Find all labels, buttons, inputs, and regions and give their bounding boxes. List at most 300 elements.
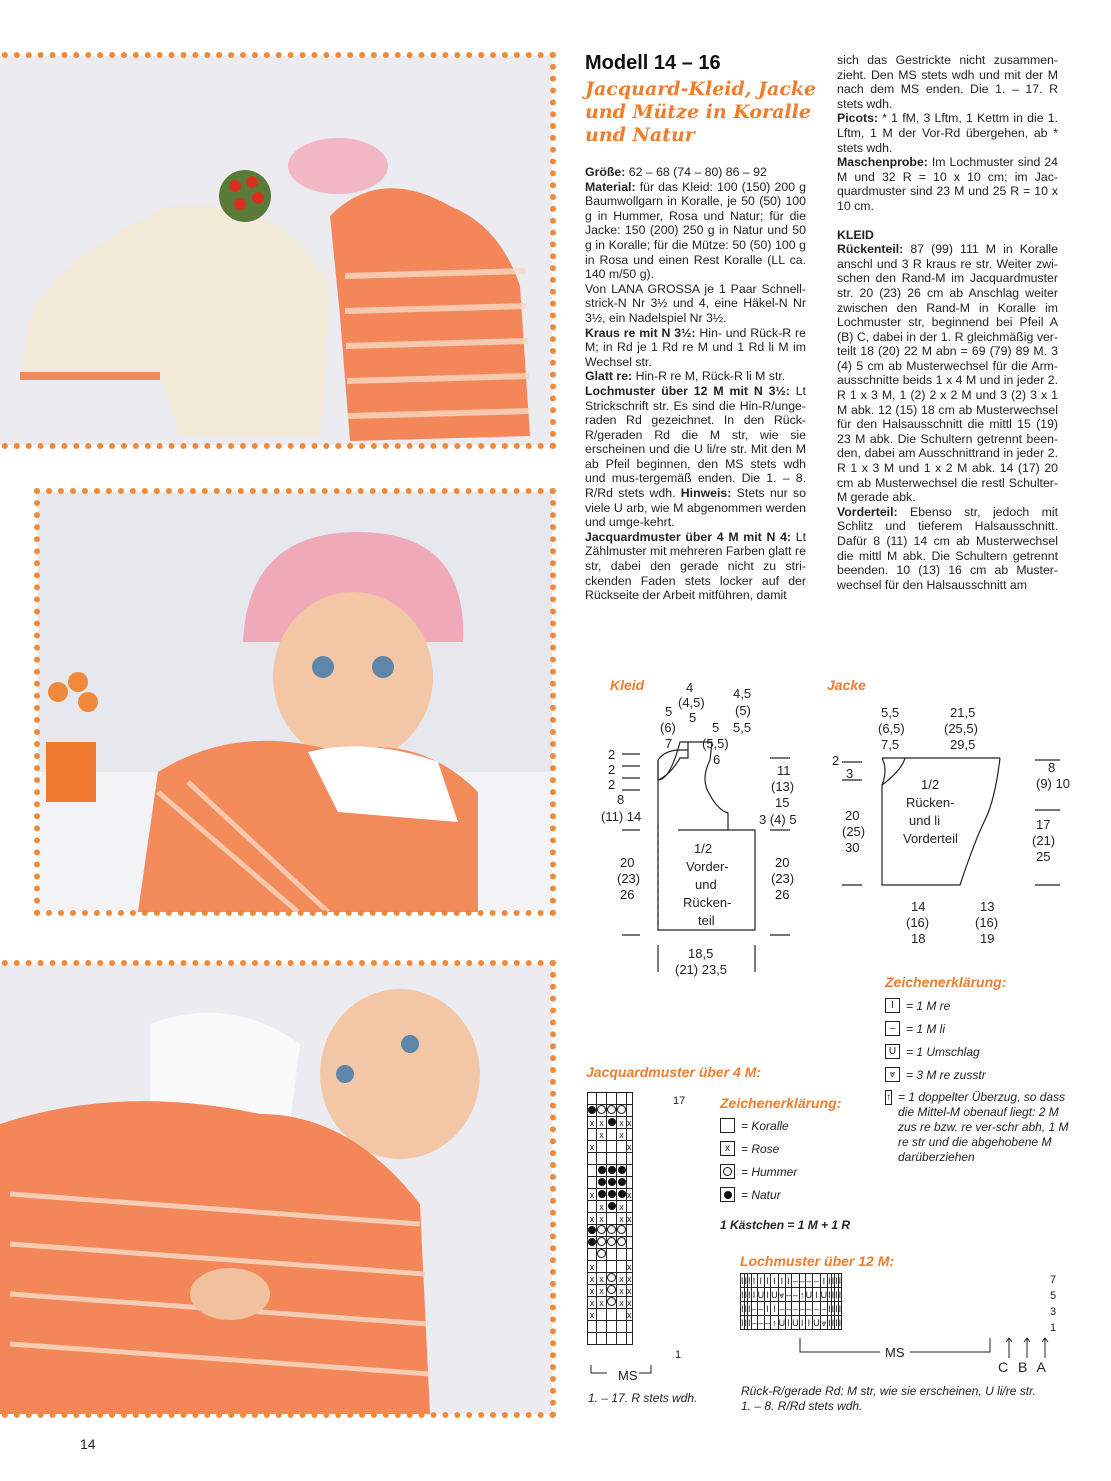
jacquard-cell: [617, 1105, 627, 1117]
lochmuster-cell: I: [835, 1289, 838, 1300]
kleid-dim-bottom-b: (21) 23,5: [675, 962, 728, 977]
jacquard-cell: x: [588, 1189, 597, 1201]
koralle-swatch-icon: [720, 1118, 735, 1133]
hummer-text: = Hummer: [741, 1164, 798, 1179]
lochmuster-cell: I: [744, 1289, 748, 1300]
lochmuster-cell: I: [766, 1303, 769, 1314]
jacquard-cell: x: [588, 1273, 597, 1285]
jacquard-cell: x: [597, 1117, 607, 1129]
jacke-dim-t2: (6,5): [878, 721, 905, 736]
photo-bottom-illustration: [0, 964, 552, 1414]
lochmuster-cell: –: [786, 1289, 792, 1300]
natur-text: = Natur: [741, 1187, 781, 1202]
kleid-dim-l23: (23): [617, 871, 641, 886]
loch-row-3: 3: [1050, 1306, 1057, 1318]
jacquard-cell: [627, 1129, 633, 1141]
lochmuster-cell: I: [741, 1303, 744, 1314]
lochmuster-text: Lt Strickschrift str. Es sind die Hin-R/unge-raden Rd gezeichnet. In den Rück-R/geraden Rd die M str, wie sie erscheinen und die U li/re str. Mit den M ab Pfeil beginnen, den MS stets wdh und mus-tergemäß enden. Die 1. – 8. R/Rd stets wdh.: [585, 383, 806, 501]
lochmuster-cell: I: [831, 1289, 835, 1300]
lochmuster-cell: I: [831, 1303, 835, 1314]
lochmuster-cell: I: [741, 1289, 744, 1300]
lochmuster-cell: I: [805, 1316, 813, 1330]
jacquard-cell: [627, 1249, 633, 1261]
loch-row-7: 7: [1050, 1274, 1057, 1286]
glatt-text: Hin-R re M, Rück-R li M str.: [632, 369, 786, 384]
kleid-dim-v2a: 2: [608, 747, 616, 762]
glatt-label: Glatt re:: [585, 369, 633, 384]
vorderteil-label: Vorderteil:: [837, 504, 898, 519]
lochmuster-cell: I: [828, 1289, 831, 1300]
jacquard-cell: [597, 1225, 607, 1237]
jacquard-cell: [607, 1285, 617, 1297]
jacke-dim-b19: 19: [980, 931, 995, 946]
jacke-dim-r17: 17: [1036, 817, 1051, 832]
lochmuster-cell: –: [751, 1303, 757, 1314]
kleid-dim-bottom-a: 18,5: [688, 946, 714, 961]
lochmuster-cell: I: [748, 1289, 751, 1300]
jacquard-cell: x: [597, 1213, 607, 1225]
jacquard-cell: x: [597, 1297, 607, 1309]
lochmuster-arrows: C B A: [998, 1359, 1049, 1375]
picots-text: * 1 fM, 3 Lftm, 1 Kettm in die 1. Lftm, 1 M der Vor-Rd übergehen, ab * stets wdh.: [837, 111, 1058, 155]
jacquard-cell: [607, 1309, 617, 1321]
loch-row-1: 1: [1050, 1322, 1057, 1334]
jacquard-note: 1. – 17. R stets wdh.: [588, 1391, 698, 1405]
groesse-text: 62 – 68 (74 – 80) 86 – 92: [625, 165, 767, 179]
jacquard-cell: [597, 1093, 607, 1105]
jacquard-cell: [597, 1165, 607, 1177]
lochmuster-cell: –: [821, 1303, 827, 1314]
jacquard-cell: [627, 1093, 633, 1105]
jacquard-cell: [617, 1165, 627, 1177]
jacquard-cell: [607, 1201, 617, 1213]
jacke-label-4: Vorderteil: [903, 831, 958, 846]
jacquard-cell: x: [588, 1117, 597, 1129]
legend-purl-icon: –: [885, 1021, 900, 1036]
jacquard-cell: [617, 1225, 627, 1237]
jacquard-cell: [607, 1321, 617, 1333]
lochmuster-cell: I: [835, 1303, 838, 1314]
jacquard-label: Jacquardmuster über 4 M mit N 4:: [585, 529, 792, 544]
kleid-dim-mid-b: (5,5): [702, 736, 729, 751]
jacquard-cell: x: [627, 1117, 632, 1128]
jacquard-legend: [720, 1114, 797, 1206]
kleid-dim-v8: 8: [617, 792, 625, 807]
legend-knit-text: = 1 M re: [906, 998, 951, 1013]
jacquard-cell: [617, 1249, 627, 1261]
lochmuster-cell: I: [748, 1317, 751, 1328]
jacquard-cell: [627, 1237, 633, 1249]
jacquard-cell: [607, 1297, 617, 1309]
jacquard-cell: [588, 1249, 597, 1261]
lochmuster-cell: I: [787, 1275, 790, 1286]
kleid-dim-right-b: (5): [735, 703, 751, 718]
jacquard-cell: [597, 1189, 607, 1201]
jacquard-cell: [607, 1117, 617, 1129]
jacquard-cell: x: [588, 1261, 597, 1273]
photo-middle: [38, 492, 552, 912]
jacquard-cell: [588, 1129, 597, 1141]
jacke-schematic-title: Jacke: [827, 677, 866, 693]
jacquard-cell: [607, 1189, 617, 1201]
jacquard-cell: x: [588, 1213, 597, 1225]
jacke-dim-l2: 2: [832, 753, 840, 768]
jacquard-cell: x: [588, 1297, 597, 1309]
jacquard-cell: x: [597, 1201, 607, 1213]
page-number: 14: [80, 1436, 96, 1452]
kleid-dim-left-c: 7: [665, 736, 673, 751]
photo-top-illustration: [0, 56, 552, 445]
jacquard-cell: [617, 1261, 627, 1273]
jacquard-cell: [597, 1141, 607, 1153]
jacquard-cell: x: [588, 1285, 597, 1297]
lochmuster-cell: –: [792, 1303, 798, 1314]
jacke-dim-t4: 21,5: [950, 705, 976, 720]
lochmuster-cell: ↑: [799, 1289, 805, 1300]
lochmuster-cell: I: [744, 1303, 748, 1314]
groesse-label: Größe:: [585, 165, 626, 179]
lochmuster-note-1: Rück-R/gerade Rd: M str, wie sie erscheinen, U li/re str.: [741, 1384, 1036, 1398]
jacke-dim-l25: (25): [842, 824, 866, 839]
lochmuster-cell: ↑: [772, 1317, 777, 1328]
jacquard-cell: [607, 1249, 617, 1261]
lochmuster-cell: I: [838, 1303, 842, 1314]
model-subtitle: Jacquard-Kleid, Jacke und Mütze in Koralle und Natur: [585, 78, 817, 146]
jacke-schematic: [830, 740, 1070, 910]
nadeln-text: Von LANA GROSSA je 1 Paar Schnell-strick-N Nr 3½ und 4, eine Häkel-N Nr 3½, ein Nadelspiel Nr 3½.: [585, 281, 806, 325]
kleid-schematic: [600, 680, 820, 980]
vorderteil-text: Ebenso str, jedoch mit Schlitz und tieferem Halsausschnitt. Dafür 8 (11) 14 cm ab Musterwechsel die mittl M abk. Die Schultern getrennt beenden. 10 (13) 16 cm ab Muster-wechsel für den Halsausschnitt am: [837, 504, 1058, 592]
legend-double-decrease-icon: ↑: [885, 1090, 892, 1105]
jacquard-cell: [617, 1309, 627, 1321]
jacquard-cell: [617, 1093, 627, 1105]
loch-row-5: 5: [1050, 1290, 1057, 1302]
jacke-dim-l20: 20: [845, 808, 860, 823]
jacquard-cell: x: [588, 1309, 597, 1321]
kleid-dim-r11: 11: [777, 763, 791, 778]
lochmuster-cell: I: [741, 1275, 744, 1286]
lochmuster-cell: I: [835, 1275, 838, 1286]
jacquard-cell: [588, 1093, 597, 1105]
kleid-heading: KLEID: [837, 227, 874, 242]
jacquard-cell: [607, 1165, 617, 1177]
jacquard-cell: [607, 1273, 617, 1285]
jacquard-ms-bracket: [587, 1365, 667, 1385]
lochmuster-cell: U: [813, 1317, 820, 1328]
photo-middle-illustration: [38, 492, 552, 912]
jacquard-cell: [597, 1309, 607, 1321]
lochmuster-cell: –: [758, 1317, 764, 1328]
jacquard-cell: x: [617, 1273, 627, 1285]
jacquard-cell: [627, 1333, 633, 1345]
jacquard-cell: x: [627, 1309, 632, 1320]
jacquard-cell: [597, 1261, 607, 1273]
jacquard-cell: [607, 1213, 617, 1225]
lochmuster-label: Lochmuster über 12 M mit N 3½:: [585, 383, 790, 398]
kleid-dim-r13: (13): [771, 779, 795, 794]
jacquard-cell: x: [627, 1297, 632, 1308]
jacquard-cell: [607, 1129, 617, 1141]
lochmuster-cell: –: [806, 1275, 812, 1286]
lochmuster-cell: I: [752, 1289, 756, 1300]
lochmuster-cell: I: [828, 1275, 831, 1286]
lochmuster-cell: U: [757, 1289, 765, 1300]
jacquard-title: Jacquardmuster über 4 M:: [586, 1064, 762, 1080]
jacke-dim-l30: 30: [845, 840, 860, 855]
lochmuster-cell: –: [779, 1303, 785, 1314]
jacquard-cell: x: [627, 1189, 632, 1200]
jacquard-cell: [627, 1201, 633, 1213]
lochmuster-cell: I: [741, 1317, 744, 1328]
text-column-2: [837, 53, 1058, 592]
jacke-dim-t5: (25,5): [944, 721, 978, 736]
hinweis-text: Stets nur so viele U arb, wie M abgenommen werden und umge-kehrt.: [585, 486, 806, 530]
jacke-dim-t3: 7,5: [881, 737, 900, 752]
natur-swatch-icon: [720, 1187, 735, 1202]
jacke-dim-r21: (21): [1032, 833, 1056, 848]
lochmuster-cell: U: [792, 1317, 799, 1328]
jacquard-cell: [588, 1177, 597, 1189]
kleid-dim-v2b: 2: [608, 762, 616, 777]
kleid-dim-v2c: 2: [608, 777, 616, 792]
jacquard-cell: [617, 1321, 627, 1333]
kleid-dim-mid-a: 5: [712, 720, 720, 735]
jacquard-cell: x: [588, 1141, 597, 1153]
box-note: 1 Kästchen = 1 M + 1 R: [720, 1218, 851, 1232]
jacquard-cell: x: [597, 1285, 607, 1297]
lochmuster-cell: –: [786, 1303, 792, 1314]
hummer-swatch-icon: [720, 1164, 735, 1179]
lochmuster-cell: –: [806, 1303, 812, 1314]
lochmuster-cell: I: [752, 1275, 756, 1286]
kleid-dim-l26: 26: [620, 887, 635, 902]
legend-top: [885, 994, 1080, 1165]
jacquard-cell: [588, 1165, 597, 1177]
kleid-schematic-title: Kleid: [610, 677, 645, 693]
jacke-label-3: und li: [909, 813, 941, 828]
jacquard-cell: [607, 1225, 617, 1237]
lochmuster-cell: I: [766, 1275, 769, 1286]
legend-purl-text: = 1 M li: [906, 1021, 946, 1036]
kleid-label-3: und: [695, 877, 717, 892]
jacquard-cell: x: [617, 1213, 627, 1225]
lochmuster-cell: I: [838, 1275, 842, 1286]
jacquard-cell: [607, 1153, 617, 1165]
jacquard-cell: x: [617, 1297, 627, 1309]
legend-k3tog-icon: ⩔: [885, 1067, 900, 1082]
kleid-label-4: Rücken-: [683, 895, 732, 910]
jacquard-cell: x: [627, 1273, 632, 1284]
jacke-dim-b16: (16): [906, 915, 930, 930]
jacke-dim-r9: (9) 10: [1036, 776, 1070, 791]
jacquard-cell: [617, 1237, 627, 1249]
kleid-dim-right-c: 5,5: [733, 720, 752, 735]
text-column-1: [585, 165, 806, 603]
lochmuster-cell: –: [813, 1275, 819, 1286]
jacquard-cell: [607, 1141, 617, 1153]
lochmuster-cell: –: [792, 1275, 798, 1286]
jacquard-cell: [617, 1141, 627, 1153]
lochmuster-cell: I: [744, 1317, 748, 1328]
model-title: Modell 14 – 16: [585, 52, 721, 74]
jacquard-cell: [588, 1237, 597, 1249]
jacquard-cell: [607, 1177, 617, 1189]
lochmuster-cell: U: [820, 1289, 828, 1300]
jacke-dim-t1: 5,5: [881, 705, 900, 720]
photo-top: [0, 56, 552, 445]
lochmuster-cell: I: [748, 1303, 751, 1314]
material-text: für das Kleid: 100 (150) 200 g Baumwollgarn in Koralle, je 50 (50) 100 g in Hummer, Rosa und Natur; für die Jacke: 150 (200) 250 g in Natur und 50 g in Koralle; für die Mütze: 50 (50) 100 g in Rosa und einen Rest Koralle (LL ca. 140 m/50 g).: [585, 179, 806, 282]
legend-double-decrease-text: = 1 doppelter Überzug, so dass die Mittel-M obenauf liegt: 2 M zus re bzw. re ver-schr abh, 1 M re str und die abgehobene M darüberziehen: [898, 1090, 1069, 1164]
jacquard-cell: x: [627, 1261, 632, 1272]
jacquard-row-top: 17: [673, 1095, 686, 1107]
jacke-dim-r8: 8: [1048, 760, 1056, 775]
jacquard-cell: [597, 1177, 607, 1189]
rose-text: = Rose: [741, 1141, 780, 1156]
jacquard-cell: x: [627, 1285, 632, 1296]
kleid-dim-left-b: (6): [660, 720, 676, 735]
kleid-dim-r15: 15: [775, 795, 790, 810]
kleid-dim-r3: 3 (4) 5: [759, 812, 797, 827]
jacquard-cell: [607, 1237, 617, 1249]
kleid-dim-top-c: 5: [689, 710, 697, 725]
lochmuster-cell: I: [838, 1289, 842, 1300]
jacke-dim-l3: 3: [846, 766, 854, 781]
lochmuster-cell: –: [751, 1317, 757, 1328]
jacquard-cell: x: [627, 1141, 632, 1152]
kleid-dim-rr26: 26: [775, 887, 790, 902]
rueckenteil-label: Rückenteil:: [837, 242, 904, 257]
lochmuster-ms: MS: [885, 1345, 905, 1360]
jacquard-cell: [597, 1333, 607, 1345]
kleid-label-1: 1/2: [694, 841, 713, 856]
jacquard-cell: [617, 1333, 627, 1345]
kraus-text: Hin- und Rück-R re M; in Rd je 1 Rd re M und 1 Rd li M im Wechsel str.: [585, 325, 806, 369]
lochmuster-cell: I: [828, 1317, 831, 1328]
lochmuster-cell: I: [787, 1317, 790, 1328]
jacquard-cell: [627, 1165, 633, 1177]
legend-knit-icon: I: [885, 998, 900, 1013]
kleid-dim-rr20: 20: [775, 855, 790, 870]
jacquard-cell: [597, 1321, 607, 1333]
photo-bottom: [0, 964, 552, 1414]
jacquard-cell: [627, 1153, 633, 1165]
lochmuster-cell: I: [800, 1317, 804, 1328]
kleid-dim-right-a: 4,5: [733, 686, 752, 701]
lochmuster-cell: I: [838, 1317, 842, 1328]
kleid-dim-v11: (11) 14: [601, 809, 642, 824]
jacquard-cell: x: [617, 1129, 627, 1141]
jacquard-cell: [607, 1105, 617, 1117]
lochmuster-cell: U: [805, 1289, 813, 1300]
jacquard-cell: [627, 1177, 633, 1189]
legend-top-title: Zeichenerklärung:: [885, 974, 1007, 990]
lochmuster-cell: –: [799, 1303, 805, 1314]
jacquard-cell: [617, 1189, 627, 1201]
legend-k3tog-text: = 3 M re zusstr: [906, 1067, 986, 1082]
koralle-text: = Koralle: [741, 1118, 789, 1133]
lochmuster-cell: –: [799, 1275, 805, 1286]
picots-label: Picots:: [837, 111, 878, 126]
column2-continued: sich das Gestrickte nicht zusammen-zieht. Den MS stets wdh und mit der M nach dem MS enden. Die 1. – 17. R stets wdh.: [837, 53, 1058, 111]
kleid-dim-mid-c: 6: [713, 752, 721, 767]
jacke-dim-b18: 18: [911, 931, 926, 946]
lochmuster-title: Lochmuster über 12 M:: [740, 1253, 895, 1269]
jacquard-ms: MS: [618, 1368, 638, 1383]
jacquard-cell: [588, 1333, 597, 1345]
kleid-dim-rr23: (23): [771, 871, 795, 886]
jacquard-cell: [588, 1105, 597, 1117]
jacke-label-2: Rücken-: [906, 795, 955, 810]
kleid-dim-l20: 20: [620, 855, 635, 870]
rose-swatch-icon: x: [720, 1141, 735, 1156]
lochmuster-cell: I: [820, 1274, 828, 1288]
jacquard-cell: [607, 1093, 617, 1105]
jacquard-cell: x: [617, 1285, 627, 1297]
legend-yarnover-icon: U: [885, 1044, 900, 1059]
lochmuster-cell: –: [758, 1303, 764, 1314]
kleid-label-2: Vorder-: [686, 859, 729, 874]
jacquard-cell: [627, 1321, 633, 1333]
jacquard-cell: [588, 1153, 597, 1165]
lochmuster-cell: I: [766, 1289, 769, 1300]
jacquard-cell: [588, 1201, 597, 1213]
lochmuster-cell: I: [744, 1275, 748, 1286]
jacke-dim-r25: 25: [1036, 849, 1051, 864]
maschenprobe-text: Im Lochmuster sind 24 M und 32 R = 10 x 10 cm; im Jac-quardmuster sind 23 M und 25 R = 10 x 10 cm.: [837, 155, 1058, 213]
jacquard-cell: [617, 1153, 627, 1165]
lochmuster-cell: U: [771, 1289, 778, 1300]
rueckenteil-text: 87 (99) 111 M in Koralle anschl und 3 R kraus re str. Weiter zwi-schen den Rand-M im Jacquardmuster str. 20 (23) 26 cm ab Anschlag weiter zwischen den Rand-M in Koralle im Lochmuster str, beginnend bei Pfeil A (B) C, dabei in der 1. R gleichmäßig ver-teilt 18 (20) 22 M abn = 69 (79) 89 M. 3 (4) 5 cm ab Musterwechsel für die Arm-ausschnitte beids 1 x 4 M und in jeder 2. R 1 x 3 M, 1 (2) 2 x 2 M und 3 (2) 3 x 1 M abk. 12 (15) 18 cm ab Musterwechsel für den Halsausschnitt die mittl 15 (19) 23 M abk. Die Schultern getrennt been-den, dabei am Ausschnittrand in jeder 2. R 1 x 3 M und 1 x 2 M abk. 14 (17) 20 cm ab Musterwechsel die restl Schulter-M gerade abk.: [837, 242, 1058, 505]
kleid-dim-top-a: 4: [686, 680, 694, 695]
lochmuster-cell: I: [757, 1274, 765, 1288]
lochmuster-cell: –: [765, 1317, 771, 1328]
jacquard-cell: [597, 1249, 607, 1261]
jacquard-cell: [588, 1321, 597, 1333]
jacquard-cell: [617, 1177, 627, 1189]
maschenprobe-label: Maschenprobe:: [837, 155, 928, 170]
lochmuster-cell: I: [748, 1275, 751, 1286]
lochmuster-cell: –: [813, 1303, 819, 1314]
lochmuster-cell: I: [771, 1302, 779, 1316]
kleid-dim-left-a: 5: [665, 704, 673, 719]
lochmuster-cell: I: [828, 1303, 831, 1314]
jacquard-cell: [607, 1261, 617, 1273]
jacquard-cell: [597, 1237, 607, 1249]
jacke-dim-b16b: (16): [975, 915, 999, 930]
legend-yarnover-text: = 1 Umschlag: [906, 1044, 980, 1059]
jacquard-cell: [597, 1105, 607, 1117]
jacquard-cell: x: [597, 1273, 607, 1285]
jacke-dim-b14: 14: [911, 899, 926, 914]
lochmuster-cell: I: [813, 1288, 821, 1302]
lochmuster-cell: I: [835, 1317, 838, 1328]
jacquard-legend-title: Zeichenerklärung:: [720, 1095, 842, 1111]
jacquard-cell: x: [617, 1117, 627, 1129]
lochmuster-note-2: 1. – 8. R/Rd stets wdh.: [741, 1399, 863, 1413]
lochmuster-cell: ⩔: [779, 1289, 785, 1300]
jacquard-row-bottom: 1: [675, 1349, 682, 1361]
lochmuster-cell: I: [831, 1317, 835, 1328]
jacquard-cell: x: [627, 1213, 632, 1224]
material-label: Material:: [585, 179, 636, 194]
jacquard-cell: [597, 1153, 607, 1165]
jacke-dim-b13: 13: [980, 899, 995, 914]
jacquard-cell: [607, 1333, 617, 1345]
hinweis-label: Hinweis:: [680, 486, 732, 501]
kleid-label-5: teil: [698, 913, 715, 928]
kleid-dim-top-b: (4,5): [678, 695, 705, 710]
